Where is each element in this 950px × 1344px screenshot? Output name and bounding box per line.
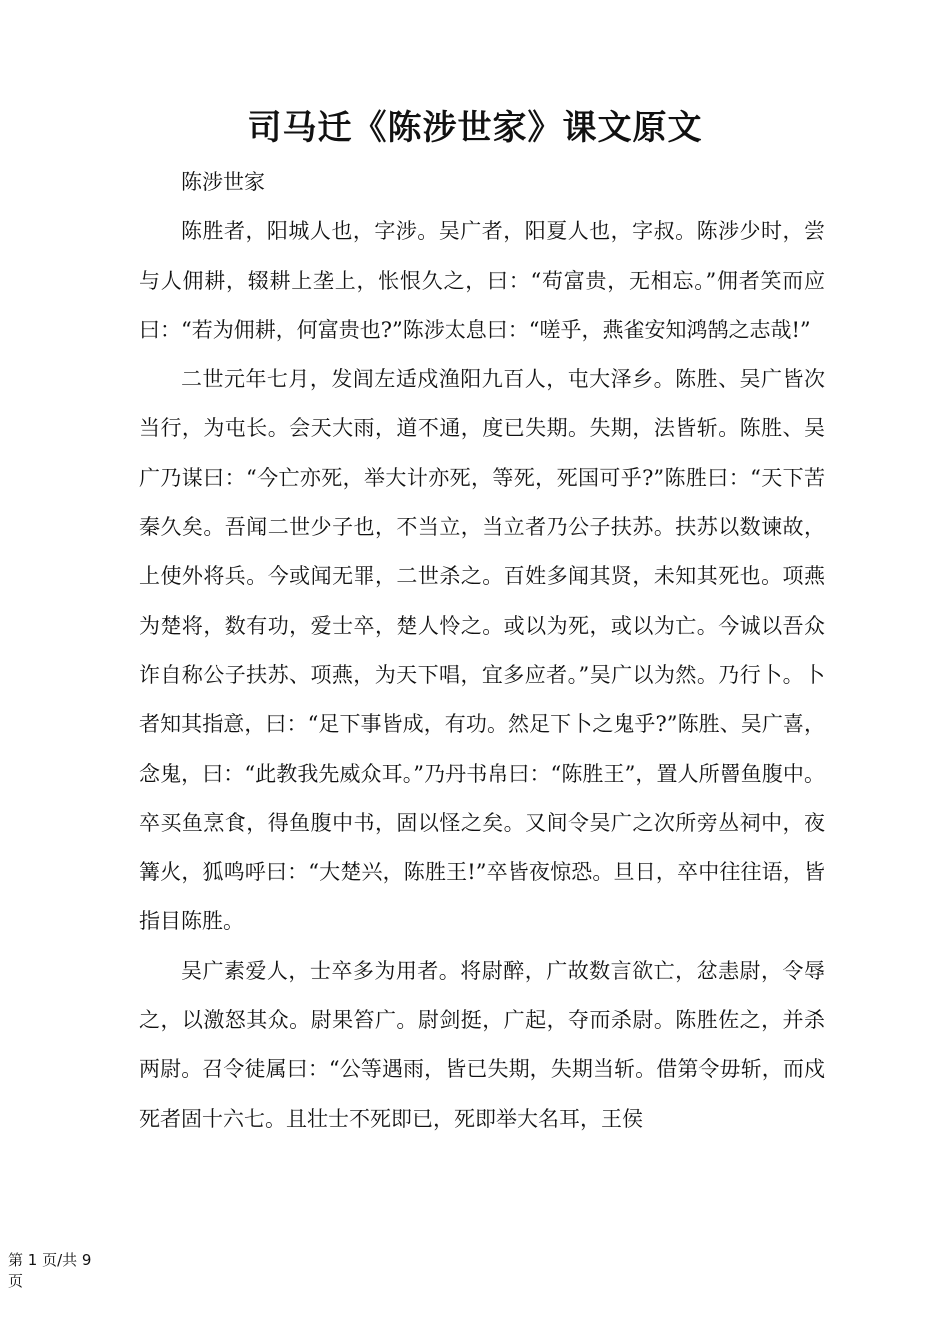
page-number: 第 1 页/共 9 页	[8, 1251, 92, 1290]
paragraph: 吴广素爱人，士卒多为用者。将尉醉，广故数言欲亡，忿恚尉，令辱之，以激怒其众。尉果笞广。尉剑挺，广起，夺而杀尉。陈胜佐之，并杀两尉。召令徒属曰：“公等遇雨，皆已失期，失期当斩。借第令毋斩，而戍死者固十六七。且壮士不死即已，死即举大名耳，王侯	[139, 958, 825, 1131]
paragraph: 陈胜者，阳城人也，字涉。吴广者，阳夏人也，字叔。陈涉少时，尝与人佣耕，辍耕上垄上，怅恨久之，曰：“苟富贵，无相忘。”佣者笑而应曰：“若为佣耕，何富贵也?”陈涉太息曰：“嗟乎，燕雀安知鸿鹄之志哉!”	[139, 219, 825, 342]
document-body	[139, 158, 825, 1144]
section-heading: 陈涉世家	[181, 170, 265, 194]
paragraph: 二世元年七月，发闾左适戍渔阳九百人，屯大泽乡。陈胜、吴广皆次当行，为屯长。会天大雨，道不通，度已失期。失期，法皆斩。陈胜、吴广乃谋曰：“今亡亦死，举大计亦死，等死，死国可乎?”陈胜曰：“天下苦秦久矣。吾闻二世少子也，不当立，当立者乃公子扶苏。扶苏以数谏故，上使外将兵。今或闻无罪，二世杀之。百姓多闻其贤，未知其死也。项燕为楚将，数有功，爱士卒，楚人怜之。或以为死，或以为亡。今诚以吾众诈自称公子扶苏、项燕，为天下唱，宜多应者。”吴广以为然。乃行卜。卜者知其指意，曰：“足下事皆成，有功。然足下卜之鬼乎?”陈胜、吴广喜，念鬼，曰：“此教我先威众耳。”乃丹书帛曰：“陈胜王”，置人所罾鱼腹中。卒买鱼烹食，得鱼腹中书，固以怪之矣。又间令吴广之次所旁丛祠中，夜篝火，狐鸣呼曰：“大楚兴，陈胜王!”卒皆夜惊恐。旦日，卒中往往语，皆指目陈胜。	[139, 367, 825, 934]
document-title: 司马迁《陈涉世家》课文原文	[247, 108, 703, 148]
